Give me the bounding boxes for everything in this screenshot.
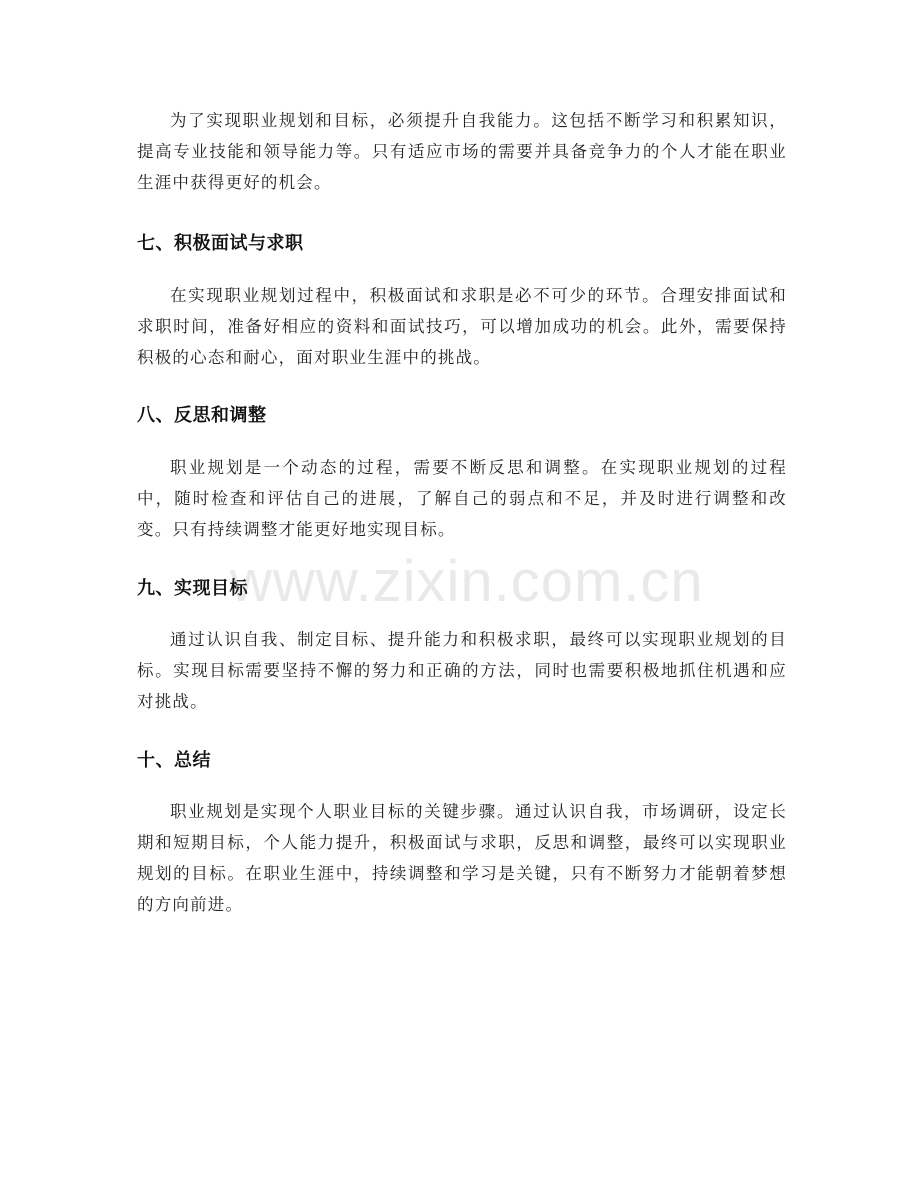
paragraph-summary: 职业规划是实现个人职业目标的关键步骤。通过认识自我，市场调研，设定长期和短期目标，个人能力提升，积极面试与求职，反思和调整，最终可以实现职业规划的目标。在职业生涯中，持续调整和学习是关键，只有不断努力才能朝着梦想的方向前进。 xyxy=(137,802,787,914)
paragraph-reflection: 职业规划是一个动态的过程，需要不断反思和调整。在实现职业规划的过程中，随时检查和评估自己的进展，了解自己的弱点和不足，并及时进行调整和改变。只有持续调整才能更好地实现目标。 xyxy=(137,458,787,539)
paragraph-interview: 在实现职业规划过程中，积极面试和求职是必不可少的环节。合理安排面试和求职时间，准备好相应的资料和面试技巧，可以增加成功的机会。此外，需要保持积极的心态和耐心，面对职业生涯中的挑战。 xyxy=(137,286,787,367)
heading-reflection: 八、反思和调整 xyxy=(137,405,267,426)
paragraph-achieve-goals: 通过认识自我、制定目标、提升能力和积极求职，最终可以实现职业规划的目标。实现目标需要坚持不懈的努力和正确的方法，同时也需要积极地抓住机遇和应对挑战。 xyxy=(137,630,787,711)
heading-summary: 十、总结 xyxy=(137,750,211,771)
heading-interview: 七、积极面试与求职 xyxy=(137,233,304,254)
paragraph-ability: 为了实现职业规划和目标，必须提升自我能力。这包括不断学习和积累知识，提高专业技能和领导能力等。只有适应市场的需要并具备竞争力的个人才能在职业生涯中获得更好的机会。 xyxy=(137,111,787,192)
watermark: www.zixin.com.cn xyxy=(230,549,704,614)
heading-achieve-goals: 九、实现目标 xyxy=(137,578,248,599)
